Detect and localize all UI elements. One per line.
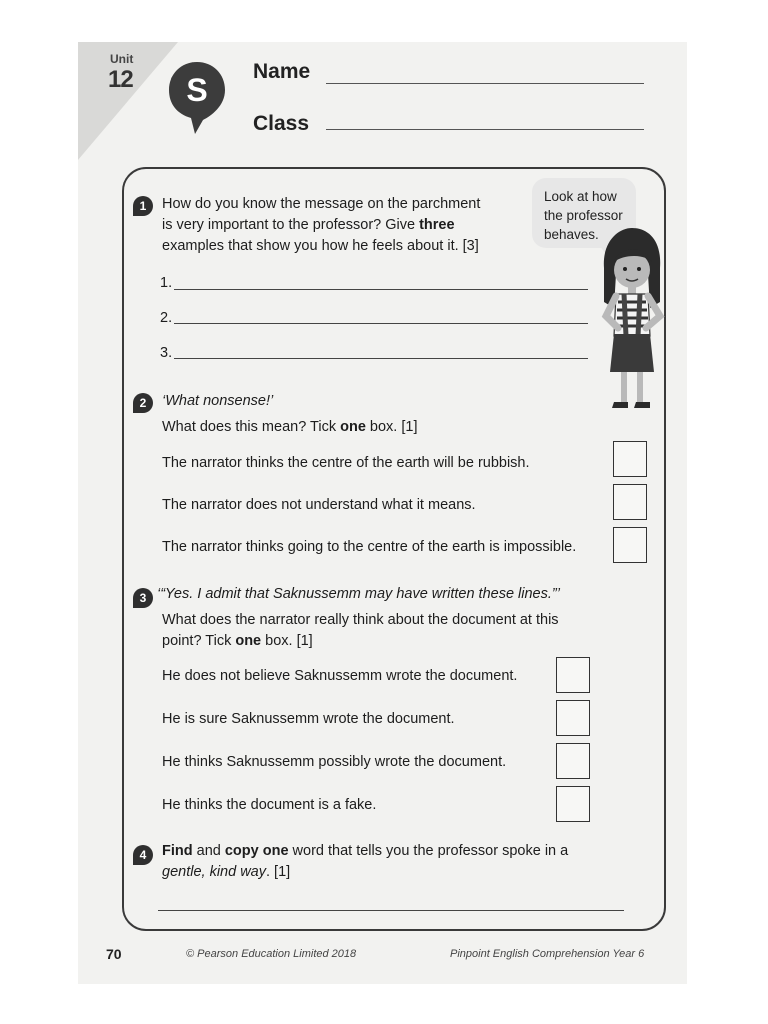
- question-1-line-3: examples that show you how he feels about it. [3]: [162, 238, 479, 254]
- answer-1-number: 1.: [160, 275, 173, 291]
- question-3-tick-box-2[interactable]: [556, 700, 590, 736]
- question-4-line-2: gentle, kind way. [1]: [162, 864, 291, 880]
- question-3-option-4: He thinks the document is a fake.: [162, 797, 377, 813]
- question-4-answer-field[interactable]: [158, 910, 624, 911]
- question-2-number: 2: [133, 393, 153, 413]
- hint-line-3: behaves.: [544, 227, 599, 242]
- hint-line-1: Look at how: [544, 189, 617, 204]
- question-1-line-2: is very important to the professor? Give three: [162, 217, 455, 233]
- answer-2-number: 2.: [160, 310, 173, 326]
- question-3-number: 3: [133, 588, 153, 608]
- section-s-badge: [165, 58, 227, 136]
- question-2-prompt: What does this mean? Tick one box. [1]: [162, 419, 418, 435]
- badge-letter: S: [186, 72, 208, 108]
- question-3-prompt-line-1: What does the narrator really think about the document at this: [162, 612, 559, 628]
- hint-line-2: the professor: [544, 208, 623, 223]
- question-1-number: 1: [133, 196, 153, 216]
- question-3-option-1: He does not believe Saknussemm wrote the document.: [162, 668, 518, 684]
- answer-3-number: 3.: [160, 345, 173, 361]
- question-2-tick-box-1[interactable]: [613, 441, 647, 477]
- page-number: 70: [106, 946, 122, 962]
- copyright-notice: © Pearson Education Limited 2018: [186, 948, 357, 960]
- name-field[interactable]: [326, 83, 644, 84]
- question-2-tick-box-2[interactable]: [613, 484, 647, 520]
- question-3-tick-box-3[interactable]: [556, 743, 590, 779]
- question-4-number: 4: [133, 845, 153, 865]
- question-1-bold-word: three: [419, 217, 455, 233]
- answer-3-field[interactable]: [174, 358, 588, 359]
- question-2-option-2: The narrator does not understand what it means.: [162, 497, 476, 513]
- class-field[interactable]: [326, 129, 644, 130]
- question-3-option-3: He thinks Saknussemm possibly wrote the document.: [162, 754, 507, 770]
- question-2-quote: ‘What nonsense!’: [162, 393, 274, 409]
- question-2-tick-box-3[interactable]: [613, 527, 647, 563]
- unit-number: 12: [108, 66, 133, 93]
- girl-illustration: [594, 228, 670, 412]
- answer-1-field[interactable]: [174, 289, 588, 290]
- question-3-prompt-line-2: point? Tick one box. [1]: [162, 633, 313, 649]
- name-label: Name: [253, 60, 311, 83]
- unit-label: Unit: [110, 52, 134, 66]
- question-3-option-2: He is sure Saknussemm wrote the document.: [162, 711, 455, 727]
- answer-2-field[interactable]: [174, 323, 588, 324]
- question-2-option-1: The narrator thinks the centre of the earth will be rubbish.: [162, 455, 530, 471]
- question-1-line-1: How do you know the message on the parchment: [162, 196, 481, 212]
- question-4-line-1: Find and copy one word that tells you the professor spoke in a: [162, 843, 569, 859]
- class-label: Class: [253, 112, 310, 135]
- question-3-tick-box-4[interactable]: [556, 786, 590, 822]
- book-title: Pinpoint English Comprehension Year 6: [450, 948, 645, 960]
- question-3-tick-box-1[interactable]: [556, 657, 590, 693]
- question-3-quote: ‘“Yes. I admit that Saknussemm may have written these lines.”’: [157, 586, 560, 602]
- question-2-option-3: The narrator thinks going to the centre of the earth is impossible.: [162, 539, 577, 555]
